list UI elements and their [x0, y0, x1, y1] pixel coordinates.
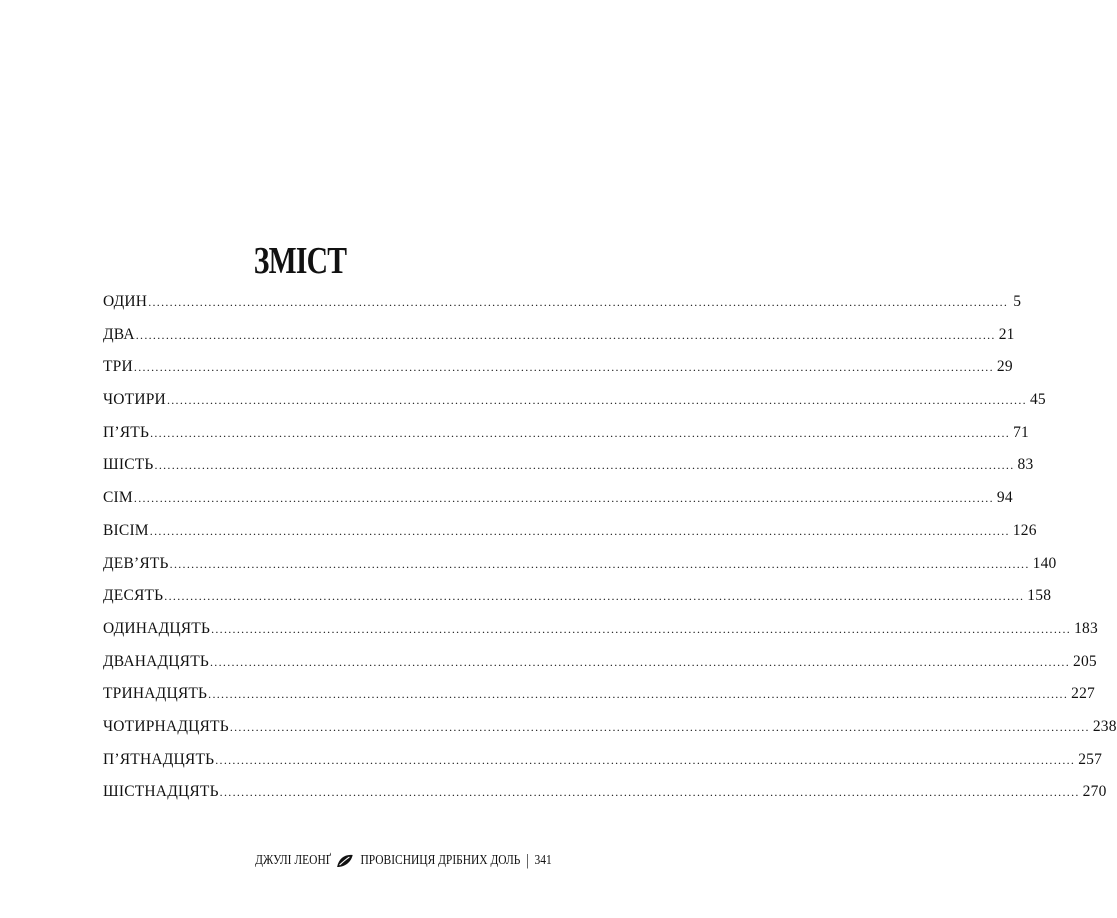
dot-leader: ........................................................................................................................................................................................................	[150, 425, 1011, 440]
toc-entry-page: 83	[1017, 456, 1034, 474]
toc-entry-label: П’ЯТНАДЦЯТЬ	[103, 750, 215, 768]
toc-entry-page: 270	[1082, 783, 1107, 801]
toc-entry-page: 205	[1073, 652, 1097, 670]
dot-leader: ........................................................................................................................................................................................................	[133, 491, 994, 506]
toc-entry	[103, 587, 1052, 620]
dot-leader: ........................................................................................................................................................................................................	[154, 458, 1015, 473]
toc-entry-page: 71	[1013, 423, 1029, 441]
toc-entry-label: ШІСТЬ	[103, 456, 154, 474]
toc-entry-page: 183	[1074, 619, 1098, 637]
dot-leader: ........................................................................................................................................................................................................	[169, 556, 1030, 571]
toc-entry-page: 5	[1013, 293, 1022, 310]
toc-entry-label: ОДИН	[103, 293, 148, 310]
toc-entry	[103, 619, 1098, 653]
toc-entry	[103, 489, 1013, 522]
toc-entry	[103, 358, 1013, 391]
toc-entry-page: 238	[1092, 717, 1117, 735]
toc-entry-page: 21	[998, 325, 1015, 343]
toc-entry-label: ЧОТИРНАДЦЯТЬ	[103, 717, 229, 735]
toc-entry-label: ТРИ	[103, 358, 133, 376]
toc-entry	[103, 750, 1103, 784]
toc-entry-page: 94	[996, 489, 1013, 507]
toc-entry	[103, 717, 1117, 751]
toc-entry	[103, 554, 1057, 588]
toc-entry-page: 227	[1071, 685, 1096, 703]
dot-leader: ........................................................................................................................................................................................................	[211, 621, 1072, 636]
toc-entry-page: 29	[996, 358, 1013, 376]
toc-entry-page: 257	[1078, 750, 1103, 768]
toc-entry-label: СІМ	[103, 489, 133, 507]
toc-entry-page: 158	[1027, 587, 1052, 605]
toc-entry	[103, 391, 1046, 424]
dot-leader: ........................................................................................................................................................................................................	[219, 785, 1080, 800]
toc-entry	[103, 685, 1096, 718]
dot-leader: ........................................................................................................................................................................................................	[208, 687, 1069, 702]
dot-leader: ........................................................................................................................................................................................................	[210, 654, 1070, 669]
dot-leader: ........................................................................................................................................................................................................	[166, 393, 1027, 408]
toc-entry-label: П’ЯТЬ	[103, 423, 150, 441]
leaf-icon	[336, 853, 354, 869]
footer-separator: |	[526, 852, 530, 869]
running-footer	[255, 852, 552, 870]
toc-entry	[103, 783, 1107, 816]
table-of-contents	[103, 293, 1117, 816]
toc-entry-label: ДЕСЯТЬ	[103, 587, 164, 605]
toc-title: ЗМІСТ	[253, 240, 347, 283]
toc-entry-label: ДЕВ’ЯТЬ	[103, 554, 169, 572]
toc-entry	[103, 293, 1022, 326]
toc-entry-label: ОДИНАДЦЯТЬ	[103, 619, 211, 637]
toc-entry	[103, 521, 1037, 555]
dot-leader: ........................................................................................................................................................................................................	[135, 327, 996, 342]
footer-page-number: 341	[534, 853, 552, 868]
toc-entry	[103, 652, 1097, 686]
toc-entry	[103, 325, 1015, 359]
toc-entry-label: ЧОТИРИ	[103, 391, 166, 409]
toc-entry-page: 140	[1032, 554, 1057, 572]
dot-leader: ........................................................................................................................................................................................................	[215, 752, 1076, 767]
footer-author: ДЖУЛІ ЛЕОНҐ	[255, 853, 332, 868]
dot-leader: ........................................................................................................................................................................................................	[133, 360, 994, 375]
footer-book-title: ПРОВІСНИЦЯ ДРІБНИХ ДОЛЬ	[360, 853, 521, 868]
toc-entry-label: ДВА	[103, 325, 135, 343]
toc-entry-page: 45	[1029, 391, 1046, 409]
dot-leader: ........................................................................................................................................................................................................	[148, 295, 1009, 309]
dot-leader: ........................................................................................................................................................................................................	[164, 589, 1025, 604]
toc-entry-label: ТРИНАДЦЯТЬ	[103, 685, 208, 703]
toc-entry	[103, 423, 1029, 457]
toc-entry-page: 126	[1012, 521, 1037, 539]
toc-entry	[103, 456, 1034, 489]
toc-entry-label: ШІСТНАДЦЯТЬ	[103, 783, 219, 801]
toc-entry-label: ДВАНАДЦЯТЬ	[103, 652, 209, 670]
dot-leader: ........................................................................................................................................................................................................	[149, 523, 1010, 538]
toc-entry-label: ВІСІМ	[103, 521, 149, 539]
dot-leader: ........................................................................................................................................................................................................	[229, 719, 1090, 734]
